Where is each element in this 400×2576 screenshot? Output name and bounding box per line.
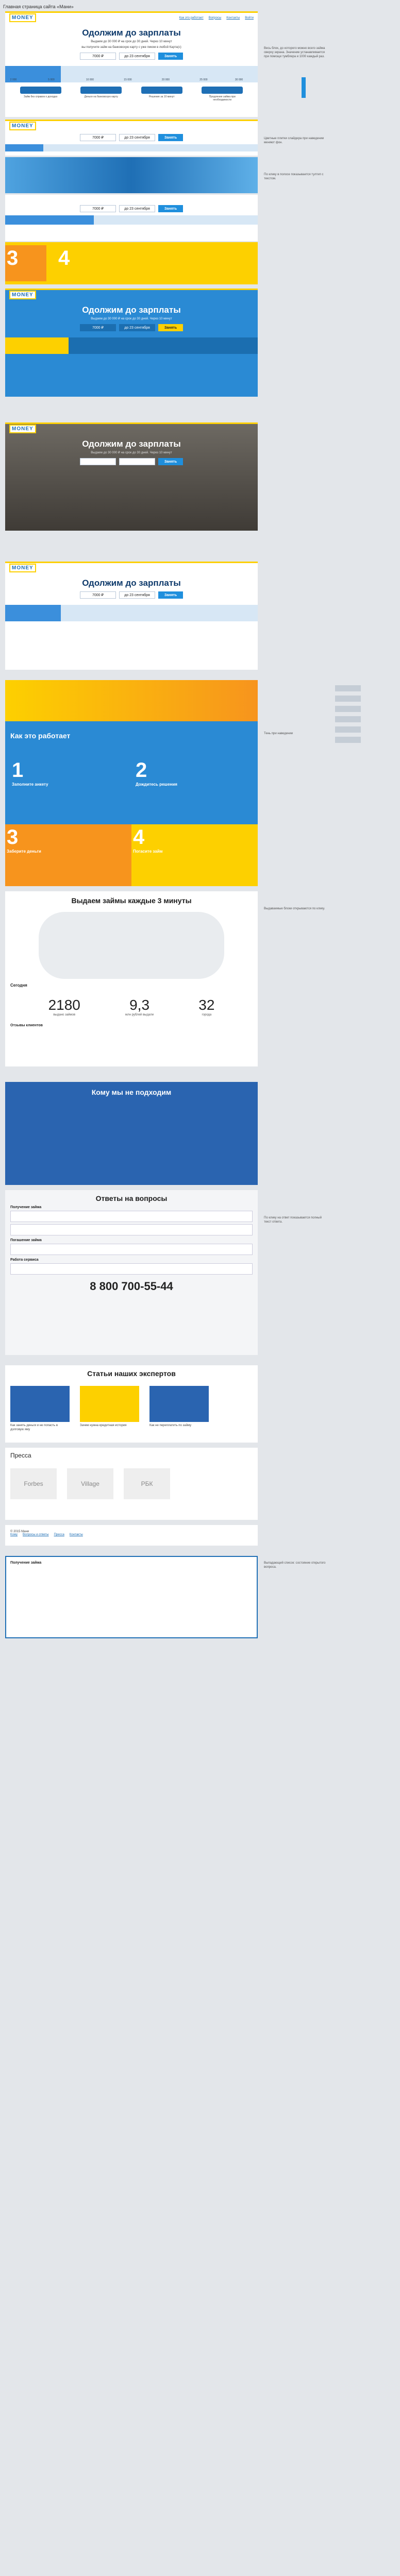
clock-icon	[141, 87, 182, 94]
stats	[5, 992, 258, 1022]
feature: Деньги на банковскую карту	[80, 87, 122, 101]
note: По клику в полосе показывается тултип с текстом.	[264, 173, 324, 180]
faq-section	[5, 1190, 258, 1355]
hero	[5, 23, 258, 63]
amount-slider[interactable]	[5, 215, 258, 225]
logo[interactable]: MONEY	[9, 122, 36, 130]
borrow-button[interactable]: Занять	[158, 53, 183, 60]
note: Цветные плитки слайдера при наведении меняют фон.	[264, 137, 324, 144]
note: Весь блок, до которого можно всего займа сверху экрана. Значение устанавливается при помощи тумблера и 1000 каждый раз.	[264, 47, 325, 58]
article-card[interactable]: Зачем нужна кредитная история	[80, 1386, 139, 1428]
header	[5, 120, 258, 131]
faq-title: Ответы на вопросы	[95, 1194, 168, 1202]
step-1: 1 Заполните анкету	[12, 759, 48, 787]
hero-subtitle-2: вы получите займ на банковскую карту с уже пиком в любой Карта(с)	[81, 46, 181, 49]
not-fit-section	[5, 1082, 258, 1185]
amount-field[interactable]: 7000 ₽	[80, 324, 116, 331]
footer-links	[10, 1533, 253, 1536]
document-icon	[20, 87, 61, 94]
tick-label: 5 000	[48, 78, 55, 81]
calculator	[5, 205, 258, 212]
stat-label: города	[202, 1013, 212, 1016]
note: По клику на ответ показывается полный текст ответа.	[264, 1216, 322, 1224]
tick-label: 10 000	[86, 78, 94, 81]
hero	[5, 300, 258, 334]
hero-variant-photo	[5, 422, 258, 531]
how-title: Как это работает	[10, 732, 71, 740]
faq-question[interactable]	[10, 1244, 253, 1255]
not-fit-title: Кому мы не подходим	[91, 1088, 172, 1096]
amount-slider[interactable]	[5, 66, 258, 82]
tile-3[interactable]: 3	[5, 245, 46, 281]
amount-slider[interactable]	[5, 337, 258, 354]
nav-item[interactable]: Контакты	[226, 16, 240, 20]
faq-question[interactable]	[10, 1211, 253, 1222]
nav-item[interactable]: Как это работает	[179, 16, 204, 20]
faq-question[interactable]	[10, 1224, 253, 1235]
press-logo[interactable]: РБК	[124, 1468, 170, 1499]
date-field[interactable]: до 23 сентября	[119, 458, 155, 465]
calculator	[15, 53, 247, 60]
card-icon	[80, 87, 122, 94]
hero-title: Одолжим до зарплаты	[82, 28, 181, 38]
tick-label: 2 000	[10, 78, 17, 81]
hero-variant-light	[5, 562, 258, 670]
press-logo[interactable]: Forbes	[10, 1468, 57, 1499]
faq-question[interactable]	[10, 1263, 253, 1275]
borrow-button[interactable]: Занять	[158, 324, 183, 331]
faq-group-title: Работа сервиса	[10, 1258, 39, 1262]
features	[5, 82, 258, 106]
faq-group-title: Погашение займа	[10, 1239, 42, 1242]
faq-group-title: Получение займа	[10, 1561, 42, 1565]
amount-slider[interactable]	[5, 605, 258, 621]
borrow-button[interactable]: Занять	[158, 591, 183, 599]
blurred-variant	[5, 157, 258, 193]
faq-group-title: Получение займа	[10, 1206, 42, 1209]
color-tiles	[5, 242, 258, 284]
hero-title: Одолжим до зарплаты	[82, 578, 181, 588]
calculator	[15, 324, 247, 331]
feature: Продление займа при необходимости	[202, 87, 243, 101]
stat-value: 2180	[48, 997, 80, 1013]
hero-subtitle: Выдаем до 30 000 ₽ на срок до 30 дней. Через 10 минут	[91, 317, 172, 320]
amount-field[interactable]: 7000 ₽	[80, 458, 116, 465]
amount-field[interactable]: 7000 ₽	[80, 591, 116, 599]
logo[interactable]: MONEY	[9, 291, 36, 299]
borrow-button[interactable]: Занять	[158, 205, 183, 212]
hero-variant-1	[5, 11, 258, 117]
amount-field[interactable]: 7000 ₽	[80, 53, 116, 60]
press-section	[5, 1448, 258, 1520]
article-card[interactable]: Как занять деньги и не попасть в долговую яму	[10, 1386, 70, 1432]
hero-subtitle: Выдаем до 30 000 ₽ на срок до 30 дней. Через 10 минут	[91, 40, 172, 43]
calculator	[15, 458, 247, 465]
amount-field[interactable]: 7000 ₽	[80, 134, 116, 141]
hero-subtitle: Выдаем до 30 000 ₽ на срок до 30 дней. Через 10 минут	[91, 451, 172, 454]
header	[5, 11, 258, 23]
tick-label: 15 000	[124, 78, 132, 81]
step-2: 2 Дождитесь решения	[136, 759, 177, 787]
tick-label: 25 000	[199, 78, 208, 81]
date-field[interactable]: до 23 сентября	[119, 591, 155, 599]
tile-4[interactable]: 4	[57, 245, 98, 281]
experts-title: Статьи наших экспертов	[87, 1369, 176, 1378]
date-field[interactable]: до 23 сентября	[119, 134, 155, 141]
footer-link[interactable]: Пресса	[54, 1533, 64, 1536]
promo-banner	[5, 680, 258, 721]
hero	[5, 434, 258, 468]
footer-link[interactable]: Кому	[10, 1533, 18, 1536]
stat-value: 9,3	[129, 997, 150, 1013]
stat-label: млн рублей выдали	[125, 1013, 154, 1016]
side-shapes	[335, 685, 361, 747]
press-title: Пресса	[10, 1452, 31, 1459]
reviews-title: Отзывы клиентов	[10, 1024, 43, 1027]
amount-slider[interactable]	[5, 144, 258, 151]
nav-item[interactable]: Войти	[245, 16, 254, 20]
step-3: 3 Заберите деньги	[5, 824, 131, 886]
article-card[interactable]: Как не переплатить по займу	[149, 1386, 209, 1428]
press-logo[interactable]: Village	[67, 1468, 113, 1499]
footer-link[interactable]: Вопросы и ответы	[23, 1533, 49, 1536]
borrow-button[interactable]: Занять	[158, 134, 183, 141]
hero-title: Одолжим до зарплаты	[82, 305, 181, 315]
stat-label: выдано займов	[53, 1013, 76, 1016]
logo[interactable]: MONEY	[9, 425, 36, 433]
note: Тень при наведении	[264, 732, 293, 735]
note: Выдаваемые блоки открываются по клику.	[264, 907, 325, 910]
phone-number[interactable]: 8 800 700-55-44	[90, 1280, 173, 1293]
slider-handle-illustration	[302, 77, 306, 98]
footer-link[interactable]: Контакты	[69, 1533, 83, 1536]
copyright: © 2015 Мани	[10, 1530, 29, 1533]
tick-label: 20 000	[161, 78, 170, 81]
hero-variant-3	[5, 195, 258, 241]
map-section	[5, 891, 258, 1066]
nav-item[interactable]: Вопросы	[208, 16, 222, 20]
experts-section	[5, 1365, 258, 1443]
calculator	[5, 134, 258, 141]
header	[5, 562, 258, 573]
date-field[interactable]: до 23 сентября	[119, 53, 155, 60]
page-title: Главная страница сайта «Мани»	[3, 4, 74, 9]
how-it-works	[5, 680, 258, 886]
map-title: Выдаем займы каждые 3 минуты	[71, 896, 192, 905]
footer	[5, 1525, 258, 1546]
russia-map	[39, 912, 224, 979]
borrow-button[interactable]: Занять	[158, 458, 183, 465]
nav	[179, 16, 254, 20]
logo[interactable]: MONEY	[9, 564, 36, 572]
hero	[5, 573, 258, 602]
step-4: 4 Погасите займ	[131, 824, 258, 886]
date-field[interactable]: до 23 сентября	[119, 324, 155, 331]
logo[interactable]: MONEY	[9, 13, 36, 22]
hero-variant-2	[5, 120, 258, 156]
note: Выпадающий список: состояние открытого вопроса.	[264, 1562, 326, 1569]
hero-title: Одолжим до зарплаты	[82, 439, 181, 449]
stats-title: Сегодня	[10, 983, 27, 988]
header	[5, 289, 258, 300]
press-logos	[5, 1463, 258, 1504]
faq-groups	[5, 1206, 258, 1275]
date-field[interactable]: до 23 сентября	[119, 205, 155, 212]
amount-field[interactable]: 7000 ₽	[80, 205, 116, 212]
calculator	[15, 591, 247, 599]
feature: Займ без справок о доходах	[20, 87, 61, 101]
hero-variant-blue	[5, 289, 258, 397]
calendar-icon	[202, 87, 243, 94]
tick-label: 30 000	[235, 78, 243, 81]
faq-expanded-state	[5, 1556, 258, 1638]
feature: Решение за 10 минут	[141, 87, 182, 101]
stat-value: 32	[198, 997, 215, 1013]
header	[5, 422, 258, 434]
